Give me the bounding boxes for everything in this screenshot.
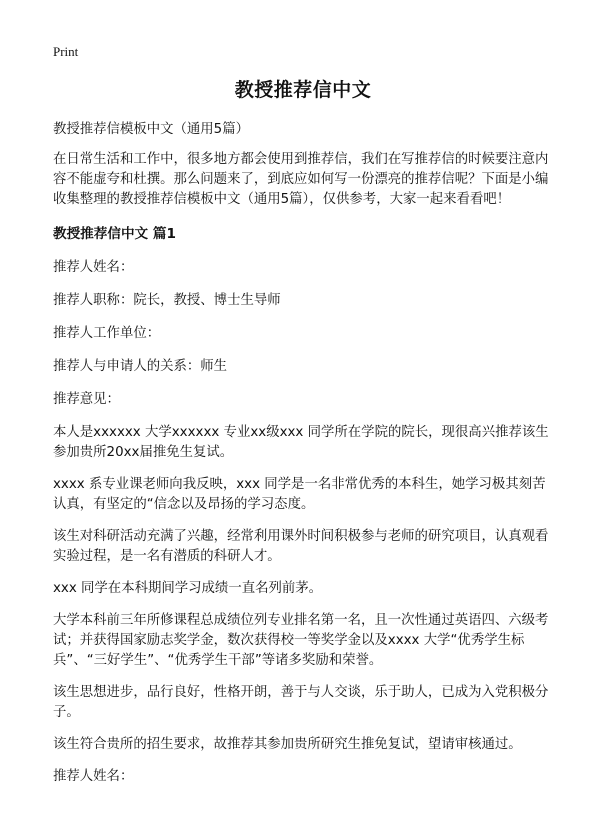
document-page [53, 76, 553, 800]
document-subtitle: 教授推荐信模板中文（通用5篇） [53, 122, 249, 137]
recommender-unit-field: 推荐人工作单位： [53, 326, 161, 341]
closing-recommender-name-field: 推荐人姓名： [53, 769, 134, 784]
recommender-name-field: 推荐人姓名： [53, 260, 134, 275]
body-paragraph: 该生对科研活动充满了兴趣，经常利用课外时间积极参与老师的研究项目，认真观看实验过程，是一名有潜质的科研人才。 [53, 529, 549, 564]
body-paragraph: 大学本科前三年所修课程总成绩位列专业排名第一名，且一次性通过英语四、六级考试；并获得国家励志奖学金，数次获得校一等奖学金以及xxxx 大学“优秀学生标兵”、“三好学生”、“优秀学生干部”等诸多奖励和荣誉。 [53, 613, 549, 668]
body-paragraph: 该生思想进步，品行良好，性格开朗，善于与人交谈，乐于助人，已成为入党积极分子。 [53, 685, 549, 720]
recommender-title-field: 推荐人职称：院长，教授、博士生导师 [53, 293, 281, 308]
intro-paragraph: 在日常生活和工作中，很多地方都会使用到推荐信，我们在写推荐信的时候要注意内容不能虚夸和杜撰。那么问题来了，到底应如何写一份漂亮的推荐信呢？下面是小编收集整理的教授推荐信模板中文（通用5篇），仅供参考，大家一起来看看吧！ [53, 152, 549, 207]
relationship-field: 推荐人与申请人的关系：师生 [53, 359, 228, 374]
page-title: 教授推荐信中文 [234, 79, 372, 101]
body-paragraph: 本人是xxxxxx 大学xxxxxx 专业xx级xxx 同学所在学院的院长，现很高兴推荐该生参加贵所20xx届推免生复试。 [53, 425, 549, 460]
print-link[interactable]: Print [53, 44, 79, 59]
opinion-label: 推荐意见： [53, 392, 120, 407]
body-paragraph: xxxx 系专业课老师向我反映，xxx 同学是一名非常优秀的本科生，她学习极其刻苦认真，有坚定的“信念以及昂扬的学习态度。 [53, 477, 546, 512]
body-paragraph: 该生符合贵所的招生要求，故推荐其参加贵所研究生推免复试，望请审核通过。 [53, 737, 522, 752]
section-heading: 教授推荐信中文 篇1 [53, 226, 176, 242]
body-paragraph: xxx 同学在本科期间学习成绩一直名列前茅。 [53, 581, 323, 596]
